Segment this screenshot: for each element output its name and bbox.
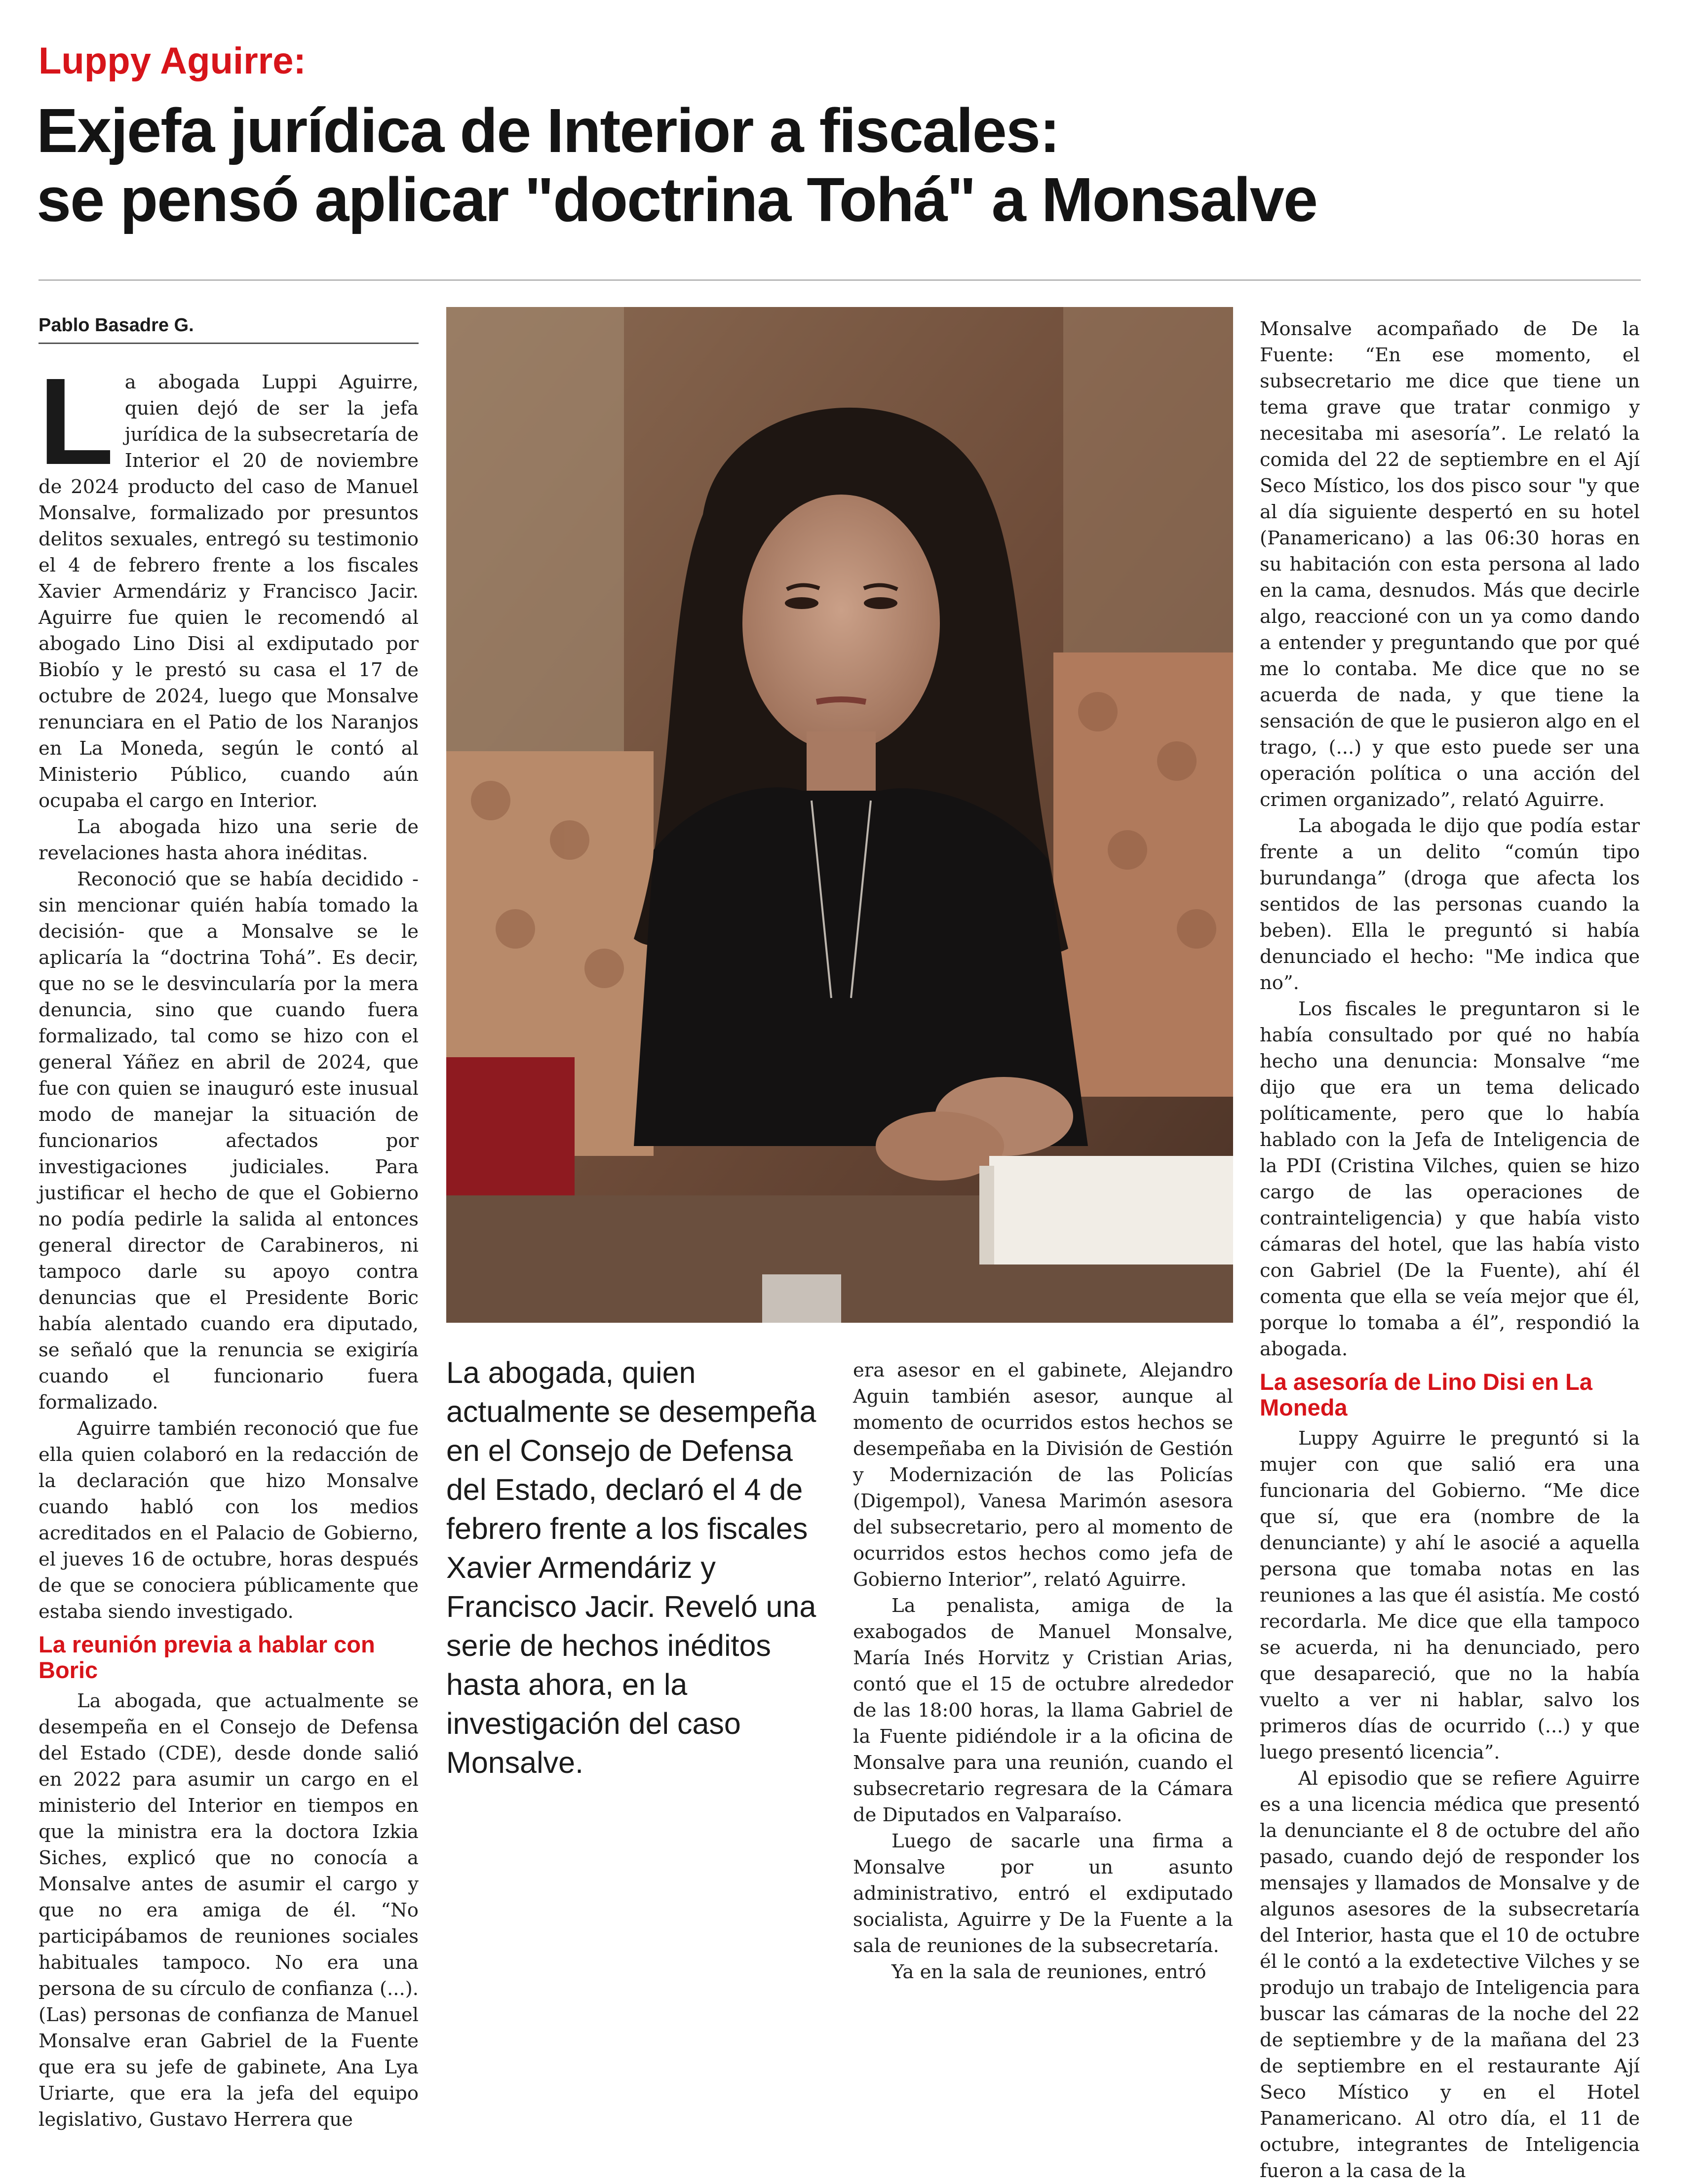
drop-cap: L [39,352,114,490]
header-divider [39,279,1641,281]
headline [37,96,1656,234]
paragraph: La abogada, que actualmente se desempeña en el Consejo de Defensa del Estado (CDE), desde donde salió en 2022 para asumir un cargo en el ministerio del Interior en tiempos en que la ministra era la doctora Izkia Siches, explicó que no conocía a Monsalve antes de asumir el cargo y que no era amiga de él. “No participábamos de reuniones sociales habituales tampoco. No era una persona de su círculo de confianza (...). (Las) personas de confianza de Manuel Monsalve eran Gabriel de la Fuente que era su jefe de gabinete, Ana Lya Uriarte, que era la jefa del equipo legislativo, Gustavo Herrera que [39,1690,419,2131]
paragraph: Monsalve acompañado de De la Fuente: “En ese momento, el subsecretario me dice que tiene un tema grave que tratar conmigo y necesitaba mi asesoría”. Le relató la comida del 22 de septiembre en el Ají Seco Místico, los dos pisco sour "y que al día siguiente despertó en su hotel (Panamericano) a las 06:30 horas en su habitación con esta persona al lado en la cama, desnudos. Más que decirle algo, reaccioné con un ya como dando a entender y preguntando que por qué me lo contaba. Me dice que no se acuerda de nada, y que tiene la sensación de que le pusieron algo en el trago, (...) y que esto puede ser una operación política o una acción del crimen organizado”, relató Aguirre. [1260,318,1640,811]
headline-line-2: se pensó aplicar "doctrina Tohá" a Monsalve [37,165,1317,234]
article-column-3 [1260,316,1640,2184]
headline-line-1: Exjefa jurídica de Interior a fiscales: [37,96,1059,165]
article-photo [446,307,1233,1323]
paragraph: Luppy Aguirre le preguntó si la mujer con que salió era una funcionaria del Gobierno. “Me dice que sí, que era (nombre de la denunciante) y ahí le asocié a aquella persona que tomaba notas en las reuniones a las que él asistía. Me costó recordarla. Me dice que ella tampoco se acuerda, ni ha denunciado, pero que desapareció, que no la había vuelto a ver ni hablar, salvo los primeros días de ocurrido (...) y que luego presentó licencia”. [1260,1427,1640,1763]
paragraph: La penalista, amiga de la exabogados de Manuel Monsalve, María Inés Horvitz y Cristian Arias, contó que el 15 de octubre alrededor de las 18:00 horas, la llama Gabriel de la Fuente pidiéndole ir a la oficina de Monsalve para una reunión, cuando el subsecretario regresara de la Cámara de Diputados en Valparaíso. [853,1595,1233,1826]
subheading: La reunión previa a hablar con Boric [39,1631,375,1683]
article-column-1 [39,352,419,2133]
paragraph: La abogada Luppi Aguirre, quien dejó de ser la jefa jurídica de la subsecretaría de Interior el 20 de noviembre de 2024 producto del caso de Manuel Monsalve, formalizado por presuntos delitos sexuales, entregó su testimonio el 4 de febrero frente a los fiscales Xavier Armendáriz y Francisco Jacir. Aguirre fue quien le recomendó al abogado Lino Disi al exdiputado por Biobío y le prestó su casa el 17 de octubre de 2024, luego que Monsalve renunciara en el Patio de los Naranjos en La Moneda, según le contó al Ministerio Público, cuando aún ocupaba el cargo en Interior. [39,352,419,812]
byline: Pablo Basadre G. [39,315,194,336]
pull-quote: La abogada, quien actualmente se desempeña en el Consejo de Defensa del Estado, declaró el 4 de febrero frente a los fiscales Xavier Armendáriz y Francisco Jacir. Reveló una serie de hechos inéditos hasta ahora, en la investigación del caso Monsalve. [446,1356,816,1779]
paragraph: Los fiscales le preguntaron si le había consultado por qué no había hecho una denuncia: Monsalve “me dijo que era un tema delicado políticamente, pero que lo había hablado con la Jefa de Inteligencia de la PDI (Cristina Vilches, quien se hizo cargo de las operaciones de contrainteligencia) y que había visto cámaras del hotel, que las había visto con Gabriel (De la Fuente), ahí él comenta que ella se veía mejor que él, porque lo tomaba a él”, respondió la abogada. [1260,998,1640,1360]
paragraph: Aguirre también reconoció que fue ella quien colaboró en la redacción de la declaración que hizo Monsalve cuando habló con los medios acreditados en el Palacio de Gobierno, el jueves 16 de octubre, horas después de que se conociera públicamente que estaba siendo investigado. [39,1418,419,1623]
paragraph: era asesor en el gabinete, Alejandro Aguin también asesor, aunque al momento de ocurridos estos hechos se desempeñaba en la División de Gestión y Modernización de las Policías (Digempol), Vanesa Marimón asesora del subsecretario, pero al momento de ocurridos estos hechos como jefa de Gobierno Interior”, relató Aguirre. [853,1359,1233,1591]
paragraph: Al episodio que se refiere Aguirre es a una licencia médica que presentó la denunciante el 8 de octubre del año pasado, cuando dejó de responder los mensajes y llamados de Monsalve y de algunos asesores de la subsecretaría del Interior, hasta que el 10 de octubre él le contó a la exdetective Vilches y se produjo un trabajo de Inteligencia para buscar las cámaras de la noche del 22 de septiembre y de la mañana del 23 de septiembre en el restaurante Ají Seco Místico y en el Hotel Panamericano. Al otro día, el 11 de octubre, integrantes de Inteligencia fueron a la casa de la [1260,1767,1640,2182]
paragraph: Luego de sacarle una firma a Monsalve por un asunto administrativo, entró el exdiputado socialista, Aguirre y De la Fuente a la sala de reuniones de la subsecretaría. [853,1830,1233,1957]
byline-divider [39,343,419,344]
kicker: Luppy Aguirre: [39,40,306,82]
article-column-2 [853,1357,1233,1985]
paragraph: La abogada hizo una serie de revelaciones hasta ahora inéditas. [39,816,419,864]
paragraph: Reconoció que se había decidido -sin mencionar quién había tomado la decisión- que a Monsalve se le aplicaría la “doctrina Tohá”. Es decir, que no se le desvincularía por la mera denuncia, sino que cuando fuera formalizado, tal como se hizo con el general Yáñez en abril de 2024, que fue con quien se inauguró este inusual modo de manejar la situación de funcionarios afectados por investigaciones judiciales. Para justificar el hecho de que el Gobierno no podía pedirle la salida al entonces general director de Carabineros, ni tampoco darle su apoyo contra denuncias que el Presidente Boric había alentado cuando era diputado, se señaló que la renuncia se exigiría cuando el funcionario fuera formalizado. [39,868,419,1414]
photo-portrait-woman-at-desk [446,307,1233,1323]
paragraph: La abogada le dijo que podía estar frente a un delito “común tipo burundanga” (droga que afecta los sentidos de las personas cuando la beben). Ella le preguntó si había denunciado el hecho: "Me indica que no”. [1260,815,1640,994]
subheading: La asesoría de Lino Disi en La Moneda [1260,1369,1592,1420]
paragraph: Ya en la sala de reuniones, entró [891,1961,1206,1983]
